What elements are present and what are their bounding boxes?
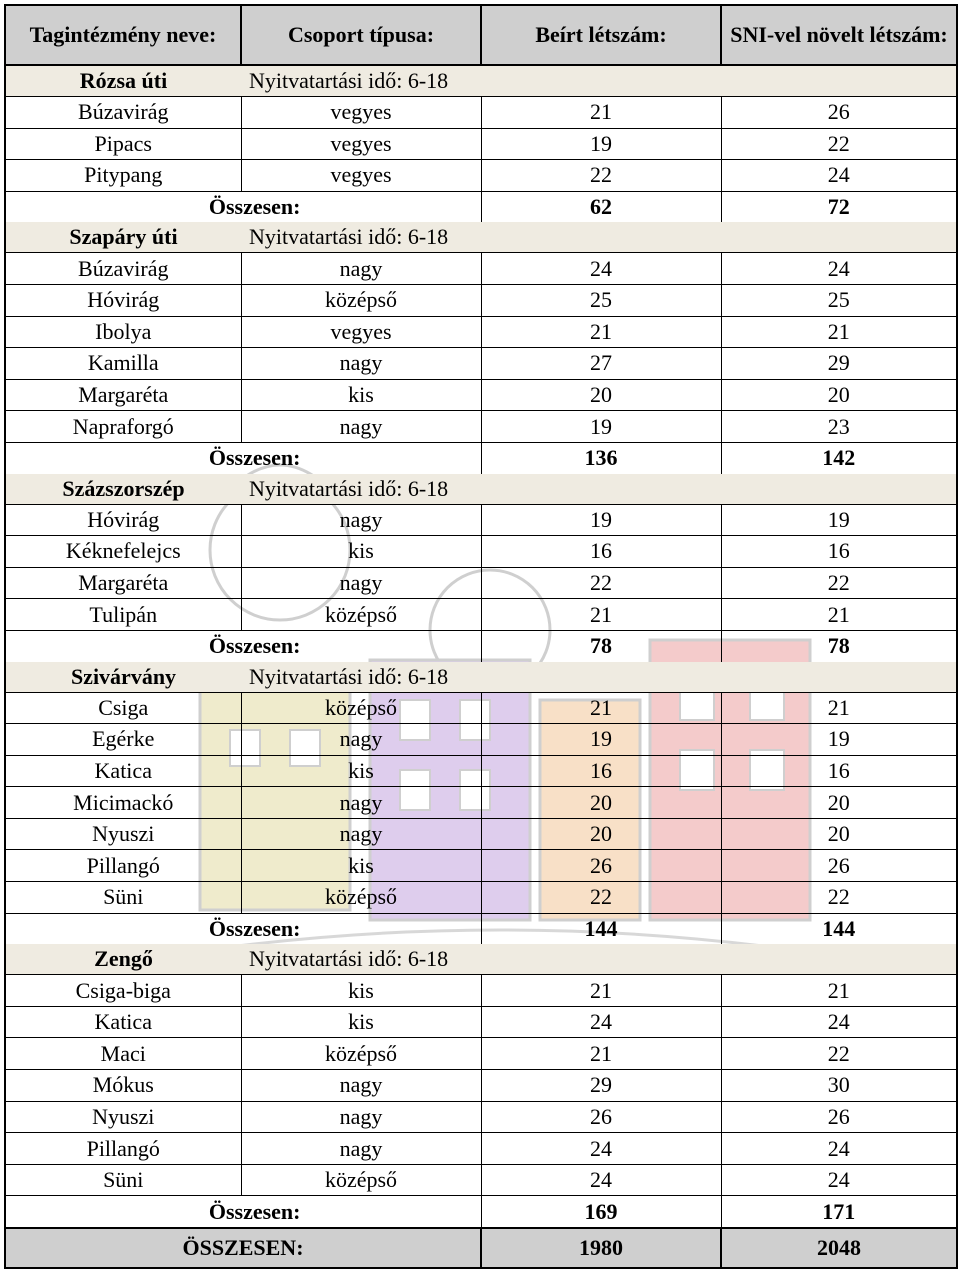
subtotal-sni: 171: [721, 1196, 957, 1228]
group-sni-enrolled: 22: [721, 882, 957, 914]
table-row: [5, 284, 957, 316]
group-type: nagy: [241, 787, 481, 819]
header-group-type: Csoport típusa:: [241, 5, 481, 65]
group-sni-enrolled: 16: [721, 755, 957, 787]
site-opening-hours: Nyitvatartási idő: 6-18: [241, 662, 957, 693]
group-type: nagy: [241, 1133, 481, 1165]
group-name: Egérke: [5, 724, 241, 756]
group-enrolled: 20: [481, 818, 721, 850]
group-enrolled: 21: [481, 316, 721, 348]
group-name: Pillangó: [5, 850, 241, 882]
group-sni-enrolled: 21: [721, 692, 957, 724]
table-row: [5, 411, 957, 443]
site-name: Szapáry úti: [5, 222, 241, 253]
group-type: nagy: [241, 504, 481, 536]
group-type: vegyes: [241, 128, 481, 160]
group-type: nagy: [241, 1070, 481, 1102]
group-sni-enrolled: 30: [721, 1070, 957, 1102]
group-type: nagy: [241, 411, 481, 443]
group-enrolled: 21: [481, 1038, 721, 1070]
site-opening-hours: Nyitvatartási idő: 6-18: [241, 222, 957, 253]
subtotal-row: [5, 913, 957, 944]
site-row: [5, 944, 957, 975]
table-row: [5, 1006, 957, 1038]
subtotal-enrolled: 78: [481, 630, 721, 661]
table-row: [5, 692, 957, 724]
group-name: Hóvirág: [5, 284, 241, 316]
table-row: [5, 818, 957, 850]
group-type: kis: [241, 1006, 481, 1038]
site-opening-hours: Nyitvatartási idő: 6-18: [241, 65, 957, 97]
table-row: [5, 379, 957, 411]
group-name: Pipacs: [5, 128, 241, 160]
group-enrolled: 16: [481, 536, 721, 568]
subtotal-enrolled: 169: [481, 1196, 721, 1228]
table-row: [5, 724, 957, 756]
table-row: [5, 567, 957, 599]
group-sni-enrolled: 24: [721, 253, 957, 285]
site-row: [5, 222, 957, 253]
group-enrolled: 19: [481, 411, 721, 443]
group-enrolled: 21: [481, 975, 721, 1007]
group-sni-enrolled: 21: [721, 975, 957, 1007]
group-name: Búzavirág: [5, 97, 241, 129]
header-site-name: Tagintézmény neve:: [5, 5, 241, 65]
group-name: Kamilla: [5, 348, 241, 380]
group-type: vegyes: [241, 160, 481, 192]
group-enrolled: 21: [481, 599, 721, 631]
table-row: [5, 348, 957, 380]
group-type: középső: [241, 1164, 481, 1196]
table-row: [5, 850, 957, 882]
group-type: nagy: [241, 818, 481, 850]
site-name: Zengő: [5, 944, 241, 975]
group-enrolled: 26: [481, 1101, 721, 1133]
group-enrolled: 24: [481, 253, 721, 285]
site-name: Rózsa úti: [5, 65, 241, 97]
group-enrolled: 24: [481, 1164, 721, 1196]
group-sni-enrolled: 21: [721, 316, 957, 348]
group-type: kis: [241, 755, 481, 787]
group-sni-enrolled: 20: [721, 379, 957, 411]
group-enrolled: 20: [481, 787, 721, 819]
group-type: középső: [241, 882, 481, 914]
group-enrolled: 24: [481, 1006, 721, 1038]
grand-total-row: [5, 1228, 957, 1268]
subtotal-label: Összesen:: [5, 191, 481, 222]
subtotal-label: Összesen:: [5, 913, 481, 944]
header-sni-enrolled: SNI-vel növelt létszám:: [721, 5, 957, 65]
table-row: [5, 128, 957, 160]
site-name: Százszorszép: [5, 474, 241, 505]
group-enrolled: 27: [481, 348, 721, 380]
group-sni-enrolled: 24: [721, 160, 957, 192]
group-enrolled: 29: [481, 1070, 721, 1102]
group-enrolled: 20: [481, 379, 721, 411]
subtotal-enrolled: 144: [481, 913, 721, 944]
grand-total-sni: 2048: [721, 1228, 957, 1268]
group-sni-enrolled: 26: [721, 1101, 957, 1133]
group-sni-enrolled: 24: [721, 1164, 957, 1196]
enrollment-table: [4, 4, 958, 1269]
group-type: kis: [241, 536, 481, 568]
group-type: kis: [241, 379, 481, 411]
group-type: kis: [241, 975, 481, 1007]
group-sni-enrolled: 26: [721, 850, 957, 882]
group-name: Nyuszi: [5, 1101, 241, 1133]
table-row: [5, 599, 957, 631]
table-row: [5, 882, 957, 914]
table-row: [5, 975, 957, 1007]
group-name: Margaréta: [5, 379, 241, 411]
group-type: vegyes: [241, 316, 481, 348]
table-row: [5, 1038, 957, 1070]
group-name: Pillangó: [5, 1133, 241, 1165]
group-enrolled: 21: [481, 692, 721, 724]
table-row: [5, 253, 957, 285]
group-name: Hóvirág: [5, 504, 241, 536]
site-opening-hours: Nyitvatartási idő: 6-18: [241, 944, 957, 975]
group-sni-enrolled: 19: [721, 724, 957, 756]
group-name: Napraforgó: [5, 411, 241, 443]
group-type: kis: [241, 850, 481, 882]
group-name: Ibolya: [5, 316, 241, 348]
group-enrolled: 22: [481, 160, 721, 192]
grand-total-enrolled: 1980: [481, 1228, 721, 1268]
group-sni-enrolled: 24: [721, 1006, 957, 1038]
site-row: [5, 662, 957, 693]
site-name: Szivárvány: [5, 662, 241, 693]
group-sni-enrolled: 23: [721, 411, 957, 443]
group-enrolled: 22: [481, 882, 721, 914]
group-sni-enrolled: 19: [721, 504, 957, 536]
table-row: [5, 536, 957, 568]
table-row: [5, 1133, 957, 1165]
group-name: Süni: [5, 1164, 241, 1196]
group-name: Katica: [5, 1006, 241, 1038]
subtotal-enrolled: 62: [481, 191, 721, 222]
group-type: középső: [241, 692, 481, 724]
subtotal-sni: 144: [721, 913, 957, 944]
subtotal-row: [5, 442, 957, 473]
table-row: [5, 97, 957, 129]
group-enrolled: 16: [481, 755, 721, 787]
table-row: [5, 316, 957, 348]
table-header-row: [5, 5, 957, 65]
group-name: Maci: [5, 1038, 241, 1070]
site-row: [5, 474, 957, 505]
group-enrolled: 26: [481, 850, 721, 882]
group-name: Margaréta: [5, 567, 241, 599]
grand-total-label: ÖSSZESEN:: [5, 1228, 481, 1268]
group-type: nagy: [241, 1101, 481, 1133]
header-enrolled: Beírt létszám:: [481, 5, 721, 65]
group-name: Mókus: [5, 1070, 241, 1102]
group-sni-enrolled: 20: [721, 818, 957, 850]
subtotal-row: [5, 1196, 957, 1228]
group-type: vegyes: [241, 97, 481, 129]
site-row: [5, 65, 957, 97]
group-sni-enrolled: 29: [721, 348, 957, 380]
table-row: [5, 787, 957, 819]
table-row: [5, 755, 957, 787]
subtotal-label: Összesen:: [5, 1196, 481, 1228]
group-type: középső: [241, 599, 481, 631]
subtotal-sni: 142: [721, 442, 957, 473]
table-row: [5, 1101, 957, 1133]
table-body: [5, 65, 957, 1228]
group-name: Tulipán: [5, 599, 241, 631]
group-type: nagy: [241, 567, 481, 599]
group-sni-enrolled: 22: [721, 567, 957, 599]
subtotal-sni: 72: [721, 191, 957, 222]
site-opening-hours: Nyitvatartási idő: 6-18: [241, 474, 957, 505]
group-sni-enrolled: 21: [721, 599, 957, 631]
group-type: nagy: [241, 348, 481, 380]
table-row: [5, 1070, 957, 1102]
group-enrolled: 19: [481, 128, 721, 160]
subtotal-label: Összesen:: [5, 630, 481, 661]
group-name: Nyuszi: [5, 818, 241, 850]
group-enrolled: 19: [481, 724, 721, 756]
group-sni-enrolled: 22: [721, 1038, 957, 1070]
group-sni-enrolled: 22: [721, 128, 957, 160]
group-name: Csiga-biga: [5, 975, 241, 1007]
group-enrolled: 24: [481, 1133, 721, 1165]
group-name: Pitypang: [5, 160, 241, 192]
group-type: középső: [241, 284, 481, 316]
subtotal-row: [5, 191, 957, 222]
group-sni-enrolled: 26: [721, 97, 957, 129]
subtotal-enrolled: 136: [481, 442, 721, 473]
group-enrolled: 19: [481, 504, 721, 536]
subtotal-row: [5, 630, 957, 661]
group-name: Süni: [5, 882, 241, 914]
group-sni-enrolled: 20: [721, 787, 957, 819]
subtotal-sni: 78: [721, 630, 957, 661]
group-sni-enrolled: 25: [721, 284, 957, 316]
group-name: Csiga: [5, 692, 241, 724]
group-enrolled: 22: [481, 567, 721, 599]
group-name: Kéknefelejcs: [5, 536, 241, 568]
group-enrolled: 25: [481, 284, 721, 316]
group-type: középső: [241, 1038, 481, 1070]
group-name: Búzavirág: [5, 253, 241, 285]
group-sni-enrolled: 24: [721, 1133, 957, 1165]
group-type: nagy: [241, 724, 481, 756]
group-sni-enrolled: 16: [721, 536, 957, 568]
subtotal-label: Összesen:: [5, 442, 481, 473]
group-name: Katica: [5, 755, 241, 787]
table-row: [5, 1164, 957, 1196]
group-type: nagy: [241, 253, 481, 285]
table-row: [5, 160, 957, 192]
group-name: Micimackó: [5, 787, 241, 819]
table-row: [5, 504, 957, 536]
group-enrolled: 21: [481, 97, 721, 129]
